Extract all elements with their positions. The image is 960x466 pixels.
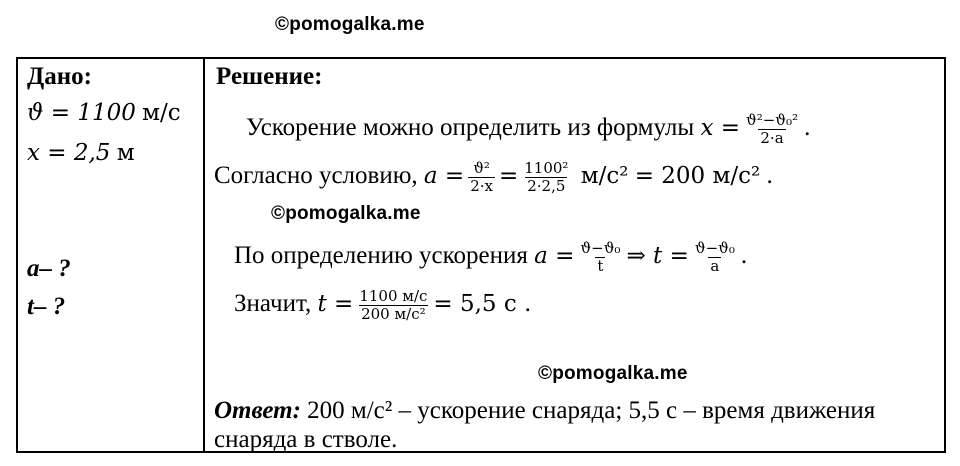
solution-line-result: Значит, t = $\frac{1100 м/с}{\text{200 м/с²}}$ = 5,5 с .	[234, 287, 532, 323]
find-time: t– ?	[27, 293, 66, 320]
watermark: ©pomogalka.me	[538, 363, 688, 384]
watermark: ©pomogalka.me	[271, 203, 421, 224]
answer-line-1: Ответ: 200 м/с² – ускорение снаряда; 5,5 с – время движения	[214, 397, 876, 424]
answer-line-2: снаряда в стволе.	[214, 426, 398, 453]
column-divider	[203, 57, 205, 453]
given-distance: x = 2,5 м	[27, 140, 135, 166]
solution-line-formula: Ускорение можно определить из формулы x = $\frac{\text{ϑ²−ϑ₀²}}{2\cdot a}$ .	[246, 111, 811, 147]
given-velocity: ϑ = 1100 м/с	[27, 100, 181, 126]
solution-heading: Решение:	[216, 63, 323, 90]
given-heading: Дано:	[27, 63, 92, 90]
solution-line-condition: Согласно условию, a = $\frac{\text{ϑ²}}{2\cdot x}$ = $\frac{\text{1100²}}{2\cdot 2,5}$ м/с² = 200 м/с² .	[214, 159, 773, 195]
find-acceleration: a– ?	[27, 255, 71, 282]
solution-line-definition: По определению ускорения a = $\frac{\text{ϑ−ϑ₀}}{t}$ ⇒ t = $\frac{\text{ϑ−ϑ₀}}{a}$ .	[234, 239, 748, 275]
watermark: ©pomogalka.me	[275, 14, 425, 35]
